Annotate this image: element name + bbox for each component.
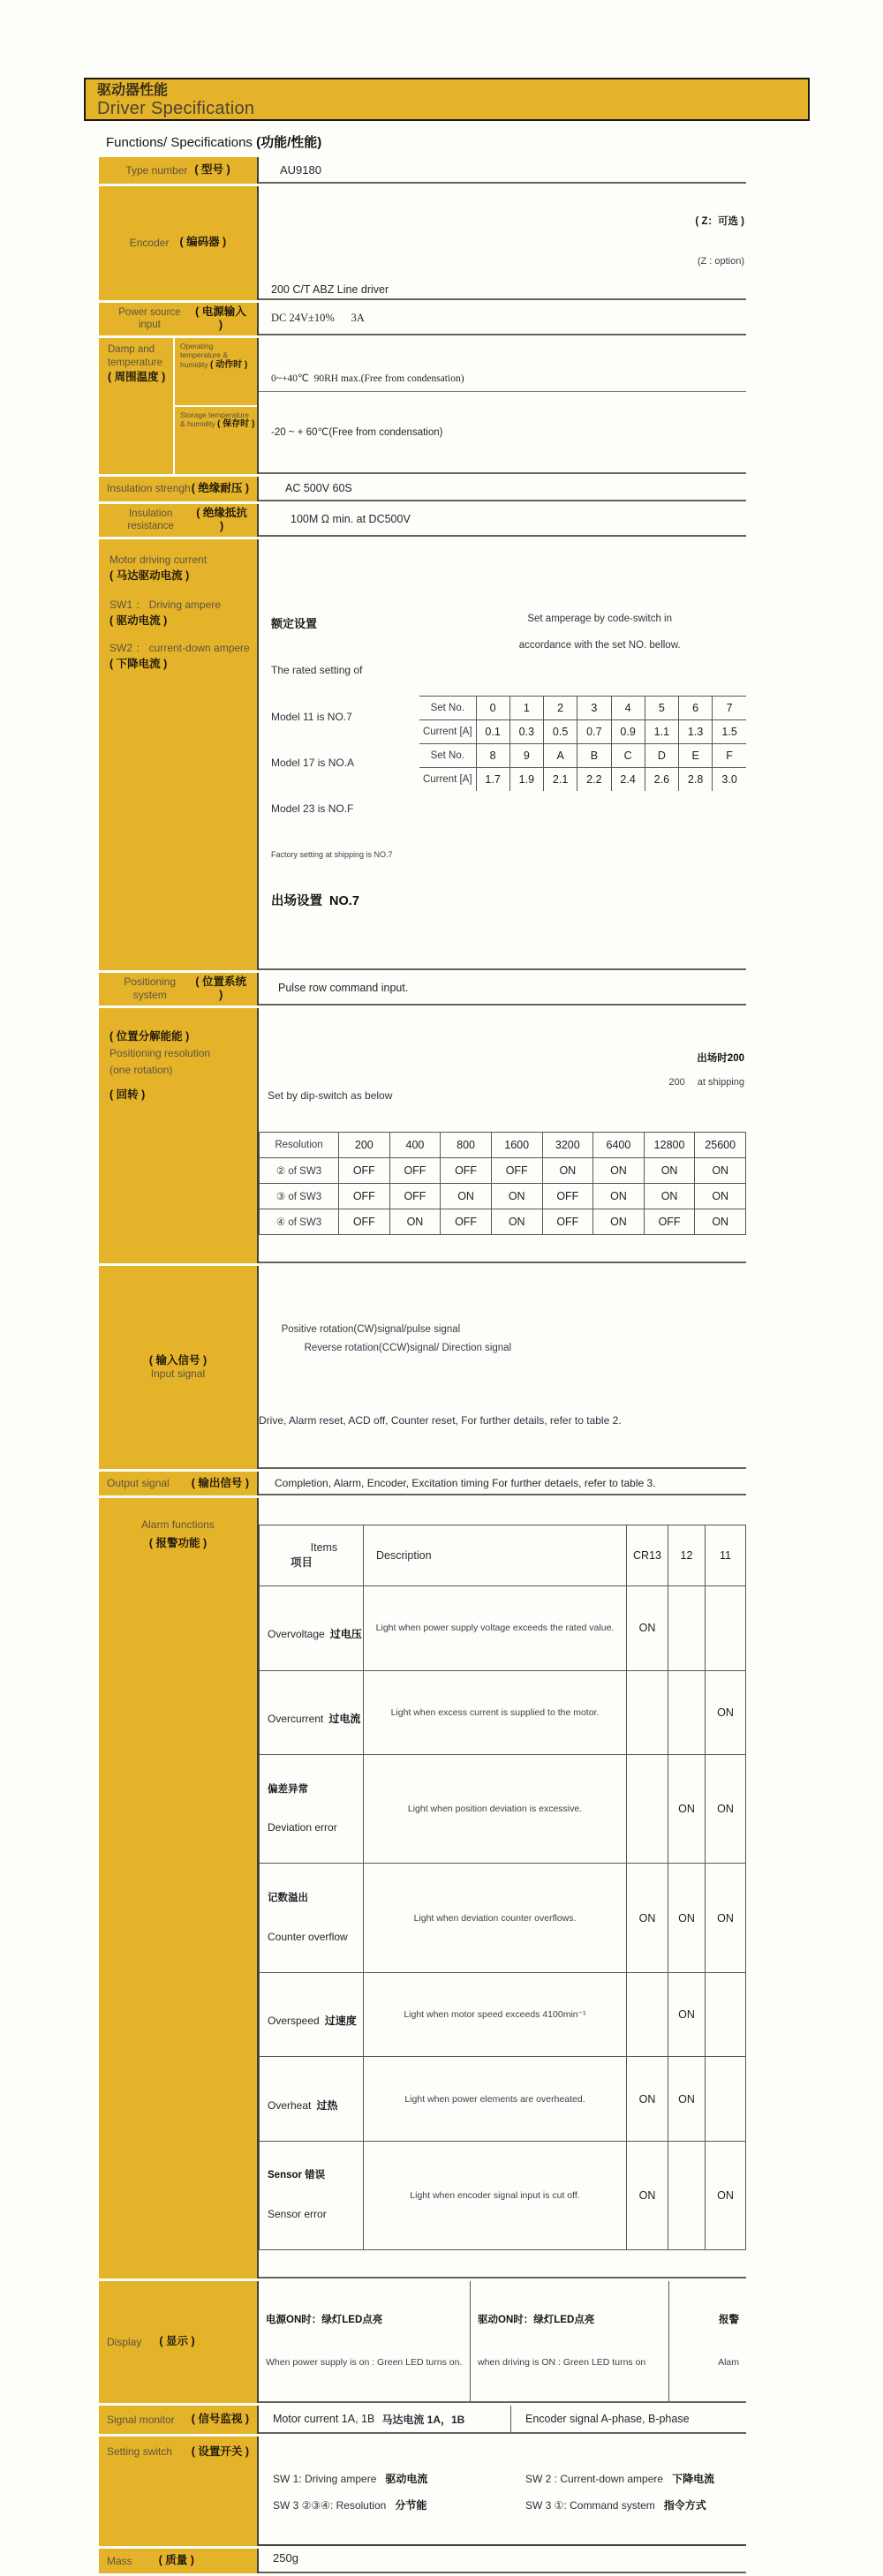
amperage-note bbox=[419, 599, 746, 666]
resolution-cell: OFF bbox=[339, 1183, 390, 1209]
display-power-cell: 电源ON时：绿灯LED点亮 When power supply is on : Green LED turns on. bbox=[259, 2281, 471, 2401]
alarm-functions-label-en: Alarm functions bbox=[141, 1518, 215, 1532]
factory-setting-note: Factory setting at shipping is NO.7 bbox=[271, 850, 393, 860]
alarm-header-cr13: CR13 bbox=[627, 1525, 668, 1586]
alarm-led-cr13 bbox=[627, 1972, 668, 2056]
amperage-cell: E bbox=[679, 743, 713, 767]
insulation-strength-value-cell bbox=[259, 477, 746, 501]
amperage-cell: 1.1 bbox=[645, 719, 678, 743]
insulation-strength-label-en: Insulation strengh bbox=[107, 482, 191, 495]
alarm-row bbox=[260, 1754, 746, 1864]
alarm-led-cr13: ON bbox=[627, 1586, 668, 1670]
resolution-row-header: Resolution bbox=[260, 1132, 339, 1157]
motor-current-sw2-en: SW2 ： current-down ampere bbox=[109, 641, 250, 654]
amperage-cell: A bbox=[544, 743, 577, 767]
row-input-signal bbox=[99, 1266, 746, 1469]
alarm-functions-label-zh: ( 报警功能 ) bbox=[148, 1536, 208, 1549]
amperage-cell: D bbox=[645, 743, 678, 767]
alarm-row bbox=[260, 2057, 746, 2141]
amperage-cell: 0.7 bbox=[577, 719, 611, 743]
shipping-note-zh: 出场时200 bbox=[697, 1052, 744, 1064]
alarm-led-11: ON bbox=[706, 1754, 746, 1864]
motor-current-content bbox=[259, 539, 746, 970]
amperage-cell: 7 bbox=[713, 696, 746, 719]
amperage-cell: 1.5 bbox=[713, 719, 746, 743]
row-positioning-system bbox=[99, 973, 746, 1006]
alarm-header-items: Items项目 bbox=[260, 1525, 364, 1586]
mass-label-zh: ( 质量 ) bbox=[158, 2554, 194, 2567]
resolution-row-header: ③ of SW3 bbox=[260, 1183, 339, 1209]
resolution-table-row bbox=[260, 1209, 746, 1234]
mass-value-cell bbox=[259, 2549, 746, 2573]
motor-current-sw1-zh: ( 驱动电流 ) bbox=[109, 614, 168, 627]
alarm-led-12 bbox=[668, 1670, 706, 1754]
resolution-cell: OFF bbox=[542, 1209, 593, 1234]
positioning-system-label-zh: ( 位置系统 ) bbox=[195, 975, 247, 1002]
insulation-strength-value: AC 500V 60S bbox=[285, 481, 352, 494]
setting-sw3-command: SW 3 ①: Command system 指令方式 bbox=[525, 2499, 706, 2512]
motor-rated-setting bbox=[271, 571, 419, 942]
amperage-cell: 2.4 bbox=[611, 767, 645, 791]
signal-monitor-encoder-cell: Encoder signal A-phase, B-phase bbox=[525, 2413, 690, 2426]
resolution-cell: OFF bbox=[339, 1209, 390, 1234]
amperage-cell: 0.1 bbox=[476, 719, 509, 743]
resolution-cell: ON bbox=[389, 1209, 441, 1234]
rated-setting-line1: The rated setting of bbox=[271, 664, 363, 677]
amperage-table-row bbox=[419, 767, 746, 791]
resolution-row-header: ② of SW3 bbox=[260, 1157, 339, 1183]
resolution-header bbox=[259, 1035, 746, 1105]
mass-value: 250g bbox=[273, 2551, 298, 2565]
resolution-cell: 800 bbox=[441, 1132, 492, 1157]
alarm-table-cell bbox=[259, 1498, 746, 2278]
encoder-option-en: (Z : option) bbox=[697, 256, 744, 267]
positioning-resolution-label-zh2: ( 回转 ) bbox=[109, 1088, 146, 1102]
resolution-cell: 3200 bbox=[542, 1132, 593, 1157]
encoder-option bbox=[695, 189, 746, 296]
alarm-item-description: Light when power elements are overheated. bbox=[364, 2057, 627, 2141]
alarm-item-name: Overvoltage 过电压 bbox=[260, 1586, 364, 1670]
damp-storage-value: -20 ~ + 60℃(Free from condensation) bbox=[271, 427, 443, 439]
alarm-led-12 bbox=[668, 1586, 706, 1670]
row-setting-switch bbox=[99, 2437, 746, 2546]
power-source-label-en: Power source input bbox=[118, 306, 181, 331]
alarm-led-11 bbox=[706, 1972, 746, 2056]
damp-label bbox=[99, 338, 259, 474]
output-signal-value: Completion, Alarm, Encoder, Excitation timing For further detaels, refer to table 3. bbox=[275, 1476, 656, 1489]
amperage-cell: F bbox=[713, 743, 746, 767]
display-label-en: Display bbox=[107, 2335, 142, 2348]
setting-sw1: SW 1: Driving ampere 驱动电流 bbox=[273, 2473, 428, 2486]
damp-storage-label-en: Storage temperature & humidity bbox=[180, 410, 249, 429]
resolution-cell: ON bbox=[695, 1209, 746, 1234]
damp-label-zh: ( 周围温度 ) bbox=[108, 370, 166, 383]
encoder-label bbox=[99, 186, 259, 300]
shipping-note-en: at shipping bbox=[697, 1077, 744, 1088]
row-mass bbox=[99, 2549, 746, 2573]
row-encoder bbox=[99, 186, 746, 300]
rated-setting-line2: Model 11 is NO.7 bbox=[271, 710, 352, 723]
motor-current-sw1-en: SW1 ： Driving ampere bbox=[109, 598, 222, 611]
alarm-led-12: ON bbox=[668, 1864, 706, 1973]
damp-storage-label-zh: ( 保存时 ) bbox=[217, 419, 255, 430]
resolution-cell: OFF bbox=[441, 1209, 492, 1234]
alarm-item-name: 偏差异常 Deviation error bbox=[260, 1754, 364, 1864]
resolution-cell: 200 bbox=[339, 1132, 390, 1157]
damp-storage-label bbox=[175, 405, 257, 474]
positioning-resolution-content bbox=[259, 1008, 746, 1263]
alarm-led-cr13: ON bbox=[627, 2141, 668, 2250]
alarm-item-description: Light when encoder signal input is cut off. bbox=[364, 2141, 627, 2250]
alarm-led-11: ON bbox=[706, 2141, 746, 2250]
amperage-cell: 0.3 bbox=[509, 719, 543, 743]
setting-switch-label-zh: ( 设置开关 ) bbox=[191, 2445, 249, 2459]
alarm-led-cr13: ON bbox=[627, 1864, 668, 1973]
input-signal-line2: Drive, Alarm reset, ACD off, Counter reset, For further details, refer to table 2. bbox=[259, 1414, 622, 1427]
amperage-table-row bbox=[419, 719, 746, 743]
input-signal-content bbox=[259, 1266, 746, 1469]
input-signal-line1b: Reverse rotation(CCW)signal/ Direction signal bbox=[304, 1342, 512, 1353]
amperage-cell: 1.7 bbox=[476, 767, 509, 791]
insulation-resistance-value-cell bbox=[259, 504, 746, 537]
alarm-item-name: Overheat 过热 bbox=[260, 2057, 364, 2141]
amperage-cell: 1.9 bbox=[509, 767, 543, 791]
amperage-cell: 2 bbox=[544, 696, 577, 719]
resolution-cell: ON bbox=[491, 1183, 542, 1209]
shipping-note-num: 200 bbox=[668, 1077, 685, 1088]
alarm-led-12: ON bbox=[668, 1972, 706, 2056]
alarm-led-11 bbox=[706, 2057, 746, 2141]
amperage-cell: C bbox=[611, 743, 645, 767]
amperage-table-row bbox=[419, 743, 746, 767]
amperage-cell: 0.5 bbox=[544, 719, 577, 743]
setting-sw2: SW 2 : Current-down ampere 下降电流 bbox=[525, 2473, 715, 2486]
resolution-table-row bbox=[260, 1183, 746, 1209]
mass-label-en: Mass bbox=[107, 2554, 132, 2567]
damp-label-en: Damp and temperature bbox=[108, 343, 163, 368]
encoder-value: 200 C/T ABZ Line driver bbox=[271, 282, 389, 296]
motor-current-sw2-zh: ( 下降电流 ) bbox=[109, 657, 168, 670]
input-signal-label-zh: ( 输入信号 ) bbox=[148, 1353, 208, 1367]
row-insulation-resistance bbox=[99, 504, 746, 537]
row-motor-driving-current bbox=[99, 539, 746, 970]
display-alarm-cell: 报警 Alam bbox=[718, 2314, 739, 2368]
alarm-led-12 bbox=[668, 2141, 706, 2250]
page-banner bbox=[84, 78, 810, 121]
type-number-value-cell bbox=[259, 157, 746, 184]
power-source-value-cell bbox=[259, 303, 746, 335]
resolution-cell: 12800 bbox=[644, 1132, 695, 1157]
resolution-table bbox=[259, 1132, 746, 1235]
section-title-en: Functions/ Specifications bbox=[106, 135, 253, 150]
row-alarm-functions bbox=[99, 1498, 746, 2278]
resolution-cell: 25600 bbox=[695, 1132, 746, 1157]
amperage-cell: 3 bbox=[577, 696, 611, 719]
resolution-cell: ON bbox=[593, 1209, 645, 1234]
amperage-cell: 8 bbox=[476, 743, 509, 767]
amperage-cell: 9 bbox=[509, 743, 543, 767]
positioning-resolution-label-en2: (one rotation) bbox=[109, 1064, 173, 1077]
alarm-table-header bbox=[260, 1525, 746, 1586]
alarm-led-cr13 bbox=[627, 1754, 668, 1864]
damp-sublabels bbox=[173, 338, 257, 474]
setting-switch-label bbox=[99, 2437, 259, 2546]
alarm-led-cr13: ON bbox=[627, 2057, 668, 2141]
resolution-cell: OFF bbox=[542, 1183, 593, 1209]
display-driving-cell: 驱动ON时：绿灯LED点亮 when driving is ON : Green LED turns on bbox=[471, 2281, 669, 2401]
insulation-strength-label bbox=[99, 477, 259, 501]
alarm-led-12: ON bbox=[668, 2057, 706, 2141]
positioning-resolution-label bbox=[99, 1008, 259, 1263]
amperage-cell: 6 bbox=[679, 696, 713, 719]
resolution-cell: ON bbox=[695, 1157, 746, 1183]
type-number-label-en: Type number bbox=[125, 163, 188, 177]
power-source-label bbox=[99, 303, 259, 335]
power-source-label-zh: ( 电源输入 ) bbox=[195, 305, 246, 332]
alarm-led-11: ON bbox=[706, 1864, 746, 1973]
amperage-row-header: Current [A] bbox=[419, 767, 476, 791]
alarm-row bbox=[260, 2141, 746, 2250]
output-signal-label bbox=[99, 1472, 259, 1495]
row-insulation-strength bbox=[99, 477, 746, 501]
alarm-row bbox=[260, 1864, 746, 1973]
damp-operating-value: 0~+40℃ 90RH max.(Free from condensation) bbox=[259, 365, 746, 392]
damp-operating-label-zh: ( 动作时 ) bbox=[210, 360, 248, 371]
row-positioning-resolution bbox=[99, 1008, 746, 1263]
type-number-label bbox=[99, 157, 259, 184]
alarm-header-12: 12 bbox=[668, 1525, 706, 1586]
resolution-cell: ON bbox=[542, 1157, 593, 1183]
row-output-signal bbox=[99, 1472, 746, 1495]
setting-sw3-resolution: SW 3 ②③④: Resolution 分节能 bbox=[273, 2499, 427, 2512]
alarm-item-name: Overspeed 过速度 bbox=[260, 1972, 364, 2056]
amperage-cell: 0 bbox=[476, 696, 509, 719]
row-damp-temperature bbox=[99, 338, 746, 474]
alarm-row bbox=[260, 1972, 746, 2056]
positioning-system-value: Pulse row command input. bbox=[278, 982, 409, 995]
signal-monitor-label-en: Signal monitor bbox=[107, 2413, 175, 2426]
input-signal-label-en: Input signal bbox=[150, 1367, 206, 1381]
rated-setting-zh: 额定设置 bbox=[271, 616, 318, 630]
resolution-cell: OFF bbox=[441, 1157, 492, 1183]
encoder-option-zh: ( Z：可选 ) bbox=[695, 216, 744, 228]
amperage-cell: 1 bbox=[509, 696, 543, 719]
amperage-row-header: Set No. bbox=[419, 696, 476, 719]
signal-monitor-motor-cell: Motor current 1A, 1B 马达电流 1A，1B bbox=[259, 2406, 511, 2432]
setting-switch-label-en: Setting switch bbox=[107, 2445, 173, 2459]
alarm-table bbox=[259, 1525, 746, 2250]
row-power-source bbox=[99, 303, 746, 335]
resolution-table-row bbox=[260, 1157, 746, 1183]
resolution-cell: OFF bbox=[339, 1157, 390, 1183]
amperage-row-header: Set No. bbox=[419, 743, 476, 767]
insulation-resistance-label-en: Insulation resistance bbox=[127, 508, 174, 532]
resolution-row-header: ④ of SW3 bbox=[260, 1209, 339, 1234]
power-source-value: DC 24V±10% 3A bbox=[271, 311, 365, 324]
amperage-table bbox=[419, 696, 746, 792]
row-display bbox=[99, 2281, 746, 2403]
signal-monitor-content bbox=[259, 2406, 746, 2434]
insulation-resistance-value: 100M Ω min. at DC500V bbox=[291, 513, 411, 526]
amperage-cell: 2.1 bbox=[544, 767, 577, 791]
display-label-zh: ( 显示 ) bbox=[159, 2335, 195, 2348]
amperage-cell: 2.8 bbox=[679, 767, 713, 791]
output-signal-label-zh: ( 输出信号 ) bbox=[191, 1476, 249, 1489]
amperage-cell: 4 bbox=[611, 696, 645, 719]
positioning-system-value-cell bbox=[259, 973, 746, 1006]
alarm-item-description: Light when deviation counter overflows. bbox=[364, 1864, 627, 1973]
alarm-item-description: Light when power supply voltage exceeds the rated value. bbox=[364, 1586, 627, 1670]
banner-title-en: Driver Specification bbox=[97, 99, 255, 119]
alarm-led-12: ON bbox=[668, 1754, 706, 1864]
row-type-number bbox=[99, 157, 746, 184]
spec-table bbox=[99, 157, 746, 2576]
resolution-cell: OFF bbox=[389, 1157, 441, 1183]
encoder-value-cell bbox=[259, 186, 746, 300]
alarm-led-11: ON bbox=[706, 1670, 746, 1754]
resolution-cell: ON bbox=[491, 1209, 542, 1234]
positioning-resolution-label-en1: Positioning resolution bbox=[109, 1047, 211, 1060]
amperage-cell: 3.0 bbox=[713, 767, 746, 791]
motor-current-label-zh: ( 马达驱动电流 ) bbox=[109, 569, 190, 583]
display-content bbox=[259, 2281, 746, 2403]
positioning-resolution-label-zh1: ( 位置分解能能 ) bbox=[109, 1030, 190, 1043]
section-title bbox=[106, 132, 321, 151]
insulation-strength-label-zh: ( 绝缘耐压 ) bbox=[191, 481, 249, 494]
amperage-cell: 5 bbox=[645, 696, 678, 719]
damp-values bbox=[259, 338, 746, 474]
output-signal-label-en: Output signal bbox=[107, 1477, 170, 1490]
damp-operating-label bbox=[175, 338, 257, 405]
row-signal-monitor bbox=[99, 2406, 746, 2434]
mass-label bbox=[99, 2549, 259, 2573]
alarm-item-description: Light when motor speed exceeds 4100min⁻¹ bbox=[364, 1972, 627, 2056]
resolution-cell: OFF bbox=[491, 1157, 542, 1183]
alarm-item-name: 记数溢出 Counter overflow bbox=[260, 1864, 364, 1973]
resolution-cell: ON bbox=[695, 1183, 746, 1209]
alarm-header-11: 11 bbox=[706, 1525, 746, 1586]
resolution-cell: 1600 bbox=[491, 1132, 542, 1157]
resolution-cell: 6400 bbox=[593, 1132, 645, 1157]
resolution-cell: ON bbox=[593, 1183, 645, 1209]
amperage-table-area bbox=[419, 571, 746, 942]
rated-setting-line3: Model 17 is NO.A bbox=[271, 756, 355, 769]
input-signal-label bbox=[99, 1266, 259, 1469]
motor-current-label-en: Motor driving current bbox=[109, 554, 208, 567]
banner-title-zh: 驱动器性能 bbox=[97, 83, 169, 98]
amperage-note-line2: accordance with the set NO. bellow. bbox=[518, 639, 681, 651]
signal-monitor-label bbox=[99, 2406, 259, 2434]
alarm-led-cr13 bbox=[627, 1670, 668, 1754]
section-title-zh: (功能/性能) bbox=[256, 135, 322, 150]
alarm-led-11 bbox=[706, 1586, 746, 1670]
shipping-note bbox=[642, 1040, 744, 1102]
alarm-functions-label bbox=[99, 1498, 259, 2278]
amperage-cell: 2.2 bbox=[577, 767, 611, 791]
damp-operating-label-en: Operating temperature & humidity bbox=[180, 341, 228, 370]
input-signal-line1a: Positive rotation(CW)signal/pulse signal bbox=[281, 1323, 461, 1335]
alarm-item-name: Sensor 错误 Sensor error bbox=[260, 2141, 364, 2250]
amperage-cell: 2.6 bbox=[645, 767, 678, 791]
alarm-item-description: Light when position deviation is excessive. bbox=[364, 1754, 627, 1864]
amperage-cell: B bbox=[577, 743, 611, 767]
resolution-cell: OFF bbox=[389, 1183, 441, 1209]
resolution-cell: ON bbox=[644, 1157, 695, 1183]
alarm-item-description: Light when excess current is supplied to the motor. bbox=[364, 1670, 627, 1754]
positioning-system-label bbox=[99, 973, 259, 1006]
resolution-cell: ON bbox=[441, 1183, 492, 1209]
alarm-item-name: Overcurrent 过电流 bbox=[260, 1670, 364, 1754]
positioning-system-label-en: Positioning system bbox=[124, 975, 177, 1002]
signal-monitor-label-zh: ( 信号监视 ) bbox=[191, 2413, 249, 2426]
resolution-table-row bbox=[260, 1132, 746, 1157]
amperage-table-row bbox=[419, 696, 746, 719]
amperage-cell: 0.9 bbox=[611, 719, 645, 743]
setting-switch-content bbox=[259, 2437, 746, 2546]
resolution-cell: ON bbox=[644, 1183, 695, 1209]
alarm-row bbox=[260, 1670, 746, 1754]
output-signal-value-cell bbox=[259, 1472, 746, 1495]
motor-current-label bbox=[99, 539, 259, 970]
alarm-row bbox=[260, 1586, 746, 1670]
insulation-resistance-label bbox=[99, 504, 259, 537]
encoder-label-zh: ( 编码器 ) bbox=[179, 236, 227, 249]
amperage-cell: 1.3 bbox=[679, 719, 713, 743]
damp-label-main bbox=[99, 338, 173, 474]
display-label bbox=[99, 2281, 259, 2403]
factory-setting-value: 出场设置 NO.7 bbox=[271, 893, 359, 908]
dip-switch-note: Set by dip-switch as below bbox=[268, 1088, 393, 1102]
rated-setting-line4: Model 23 is NO.F bbox=[271, 802, 354, 815]
alarm-header-description: Description bbox=[364, 1525, 627, 1586]
encoder-label-en: Encoder bbox=[129, 236, 170, 249]
type-number-label-zh: ( 型号 ) bbox=[194, 163, 230, 177]
resolution-cell: OFF bbox=[644, 1209, 695, 1234]
resolution-cell: 400 bbox=[389, 1132, 441, 1157]
amperage-note-line1: Set amperage by code-switch in bbox=[527, 613, 672, 624]
amperage-row-header: Current [A] bbox=[419, 719, 476, 743]
insulation-resistance-label-zh: ( 绝缘抵抗 ) bbox=[196, 506, 247, 533]
resolution-cell: ON bbox=[593, 1157, 645, 1183]
type-number-value: AU9180 bbox=[280, 162, 321, 177]
